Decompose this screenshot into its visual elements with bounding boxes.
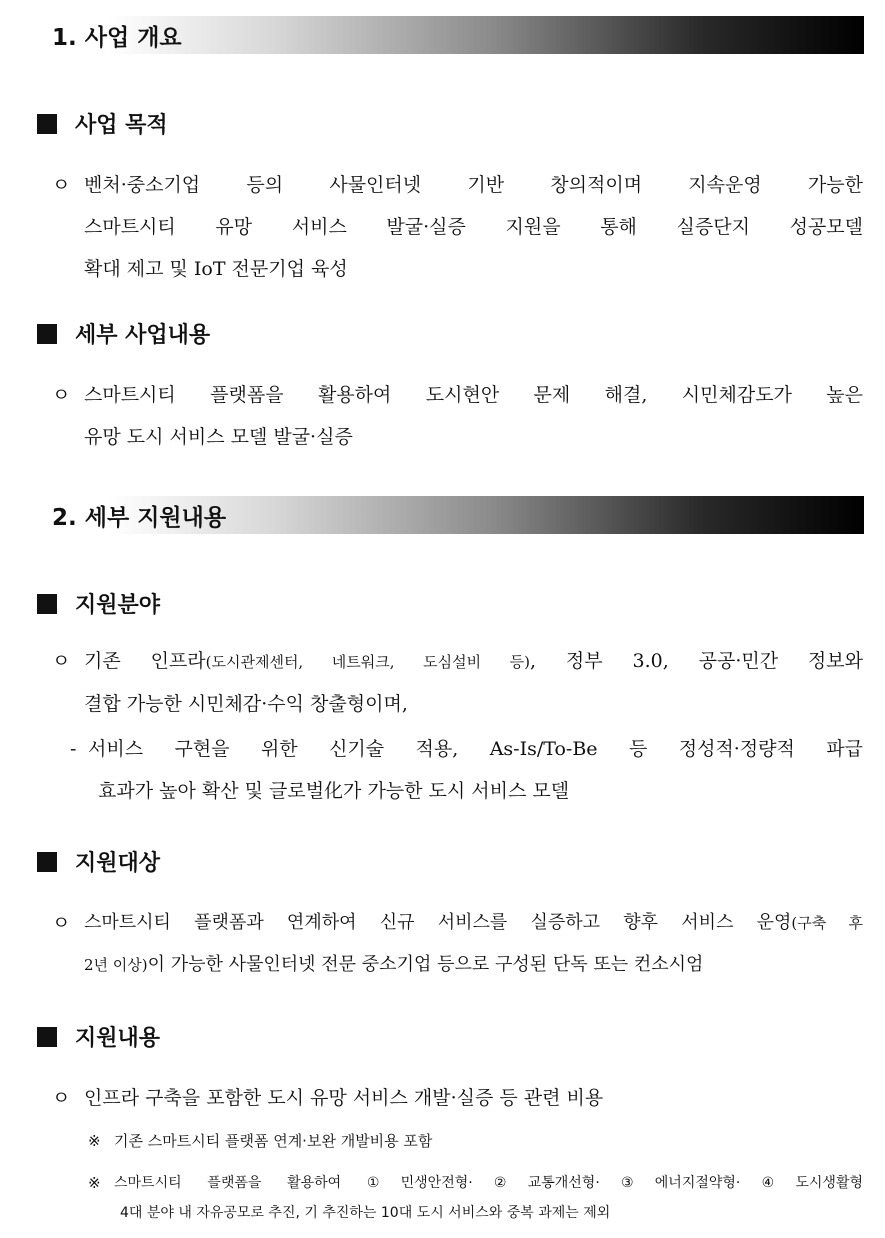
square-bullet-icon (37, 324, 57, 344)
square-bullet-icon (37, 114, 57, 134)
target-line-1 (84, 902, 863, 944)
purpose-line: 스마트시티 유망 서비스 발굴·실증 지원을 통해 실증단지 성공모델 (84, 216, 863, 238)
purpose-text-last (84, 248, 863, 290)
note-line: 4대 분야 내 자유공모로 추진, 기 추진하는 10대 도시 서비스와 중복 과제는 제외 (120, 1205, 611, 1221)
field-dash-line: 효과가 높아 확산 및 글로벌化가 가능한 도시 서비스 모델 (98, 780, 570, 802)
purpose-line: 확대 제고 및 IoT 전문기업 육성 (84, 258, 348, 280)
field-text (84, 640, 863, 725)
circle-bullet: ㅇ (52, 384, 71, 406)
target-text (84, 902, 863, 986)
target-line-1-a: 스마트시티 플랫폼과 연계하여 신규 서비스를 실증하고 향후 서비스 운영 (84, 912, 792, 933)
field-line-1-a: 기존 인프라 (84, 650, 206, 672)
purpose-text (84, 164, 863, 248)
circle-bullet: ㅇ (52, 650, 71, 672)
purpose-heading (37, 108, 168, 139)
square-bullet-icon (37, 594, 57, 614)
detail-item (52, 374, 863, 458)
content-item (52, 1077, 863, 1119)
target-item (52, 902, 863, 986)
section-2-title: 2. 세부 지원내용 (52, 504, 227, 531)
note-1-text (114, 1126, 863, 1156)
detail-text (84, 374, 863, 416)
field-item (52, 640, 863, 725)
target-heading-text: 지원대상 (75, 851, 161, 876)
section-1-title: 1. 사업 개요 (52, 24, 182, 51)
target-heading (37, 846, 160, 877)
dash-bullet: - (70, 738, 77, 760)
field-dash-line: 서비스 구현을 위한 신기술 적용, As-Is/To-Be 등 정성적·정량적 파급 (88, 738, 863, 760)
section-2-header (42, 496, 864, 534)
field-line-1-b: , 정부 3.0, 공공·민간 정보와 (530, 650, 863, 672)
section-1-header (42, 16, 864, 54)
field-line-1-small: (도시관제센터, 네트워크, 도심설비 등) (205, 653, 531, 671)
circle-bullet: ㅇ (52, 1087, 71, 1109)
field-heading (37, 588, 160, 619)
content-note-1 (88, 1126, 863, 1156)
field-line-1 (84, 640, 863, 683)
reference-mark: ※ (88, 1132, 101, 1150)
content-line: 인프라 구축을 포함한 도시 유망 서비스 개발·실증 등 관련 비용 (84, 1087, 604, 1109)
field-dash-item (70, 728, 863, 812)
field-dash-text (88, 728, 863, 812)
detail-heading-text: 세부 사업내용 (75, 323, 211, 348)
note-line: 스마트시티 플랫폼을 활용하여 ①민생안전형·②교통개선형·③에너지절약형·④도시생활형 (114, 1175, 863, 1191)
detail-heading (37, 318, 210, 349)
target-line-2-b: 이 가능한 사물인터넷 전문 중소기업 등으로 구성된 단독 또는 컨소시엄 (147, 954, 704, 975)
note-line: 기존 스마트시티 플랫폼 연계·보완 개발비용 포함 (114, 1132, 433, 1150)
detail-text-last (84, 416, 863, 458)
detail-line: 스마트시티 플랫폼을 활용하여 도시현안 문제 해결, 시민체감도가 높은 (84, 384, 863, 406)
note-2-text (114, 1168, 863, 1228)
content-heading (37, 1021, 160, 1052)
target-line-1-small: (구축 후 (791, 914, 863, 932)
square-bullet-icon (37, 852, 57, 872)
content-text (84, 1077, 863, 1119)
field-heading-text: 지원분야 (75, 593, 161, 618)
detail-line: 유망 도시 서비스 모델 발굴·실증 (84, 426, 353, 448)
content-note-2 (88, 1168, 863, 1228)
purpose-line: 벤처·중소기업 등의 사물인터넷 기반 창의적이며 지속운영 가능한 (84, 174, 863, 196)
content-heading-text: 지원내용 (75, 1026, 161, 1051)
circle-bullet: ㅇ (52, 174, 71, 196)
circle-bullet: ㅇ (52, 912, 71, 934)
purpose-heading-text: 사업 목적 (75, 113, 168, 138)
reference-mark: ※ (88, 1174, 101, 1192)
field-line-2: 결합 가능한 시민체감·수익 창출형이며, (84, 693, 408, 715)
square-bullet-icon (37, 1027, 57, 1047)
target-line-2 (84, 944, 863, 986)
purpose-item (52, 164, 863, 290)
target-line-2-small: 2년 이상) (84, 956, 148, 974)
